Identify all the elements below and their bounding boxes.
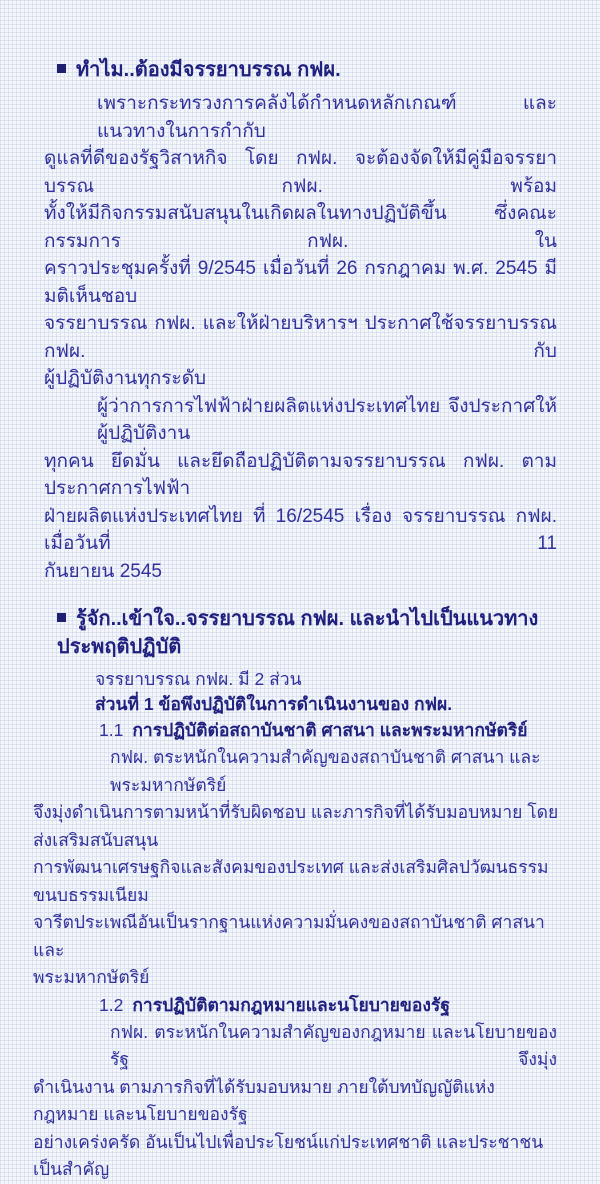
section1-heading [0, 56, 600, 84]
text-line: คราวประชุมครั้งที่ 9/2545 เมื่อวันที่ 26 กรกฎาคม พ.ศ. 2545 มีมติเห็นชอบ [44, 258, 557, 307]
text-line: ทุกคน ยึดมั่น และยึดถือปฏิบัติตามจรรยาบรรณ กฟผ. ตามประกาศการไฟฟ้า [44, 450, 557, 499]
text-line: ทั้งให้มีกิจกรรมสนับสนุนในเกิดผลในทางปฏิบัติขึ้น ซึ่งคณะกรรมการ กฟผ. ใน [44, 203, 557, 252]
item-title: การปฏิบัติตามกฎหมายและนโยบายของรัฐ [132, 994, 450, 1015]
text-line: ฝ่ายผลิตแห่งประเทศไทย ที่ 16/2545 เรื่อง จรรยาบรรณ กฟผ. เมื่อวันที่ 11 [44, 505, 557, 554]
section-know-understand [0, 605, 600, 1184]
item-number: 1.1 [99, 720, 124, 740]
item-title: การปฏิบัติต่อสถาบันชาติ ศาสนา และพระมหากษัตริย์ [132, 720, 528, 740]
text-line: จรรยาบรรณ กฟผ. และให้ฝ่ายบริหารฯ ประกาศใช้จรรยาบรรณ กฟผ. กับ [44, 313, 557, 362]
text-line: ดูแลที่ดีของรัฐวิสาหกิจ โดย กฟผ. จะต้องจัดให้มีคู่มือจรรยาบรรณ กฟผ. พร้อม [44, 148, 557, 197]
square-bullet-icon [57, 613, 66, 622]
text-line: เพราะกระทรวงการคลังได้กำหนดหลักเกณฑ์ และแนวทางในการกำกับ [97, 93, 557, 142]
section2-heading [0, 605, 600, 661]
text-line: กฟผ. ตระหนักในความสำคัญของกฎหมาย และนโยบายของรัฐ จึงมุ่ง [110, 1021, 557, 1069]
section1-heading-text: ทำไม..ต้องมีจรรยาบรรณ กฟผ. [76, 59, 341, 81]
code-parts-intro: จรรยาบรรณ กฟผ. มี 2 ส่วน [95, 669, 302, 689]
text-line: ดำเนินงาน ตามภารกิจที่ได้รับมอบหมาย ภายใต้บทบัญญัติแห่งกฎหมาย และนโยบายของรัฐ [33, 1076, 495, 1124]
part1-label: ส่วนที่ 1 ข้อพึงปฏิบัติในการดำเนินงานของ กฟผ. [95, 694, 453, 714]
section-why-code-of-conduct [0, 56, 600, 585]
text-line: ผู้ว่าการการไฟฟ้าฝ่ายผลิตแห่งประเทศไทย จึงประกาศให้ผู้ปฏิบัติงาน [97, 395, 557, 444]
text-line: พระมหากษัตริย์ [33, 967, 150, 987]
text-line: จึงมุ่งดำเนินการตามหน้าที่รับผิดชอบ และภารกิจที่ได้รับมอบหมาย โดยส่งเสริมสนับสนุน [33, 802, 559, 850]
section2-heading-text: รู้จัก..เข้าใจ..จรรยาบรรณ กฟผ. และนำไปเป็นแนวทางประพฤติปฏิบัติ [57, 608, 539, 658]
text-line: การพัฒนาเศรษฐกิจและสังคมของประเทศ และส่งเสริมศิลปวัฒนธรรม ขนบธรรมเนียม [33, 857, 549, 905]
square-bullet-icon [57, 64, 66, 73]
item-1-1-heading [0, 717, 600, 744]
item-number: 1.2 [99, 994, 124, 1015]
text-line: จารีตประเพณีอันเป็นรากฐานแห่งความมั่นคงของสถาบันชาติ ศาสนา และ [33, 912, 545, 960]
text-line: กันยายน 2545 [44, 560, 162, 582]
text-line: กฟผ. ตระหนักในความสำคัญของสถาบันชาติ ศาสนา และพระมหากษัตริย์ [110, 747, 541, 795]
text-line: อย่างเคร่งครัด อันเป็นไปเพื่อประโยชน์แก่ประเทศชาติ และประชาชนเป็นสำคัญ [33, 1131, 544, 1179]
text-line: ผู้ปฏิบัติงานทุกระดับ [44, 368, 207, 389]
item-1-2-heading [0, 992, 600, 1019]
